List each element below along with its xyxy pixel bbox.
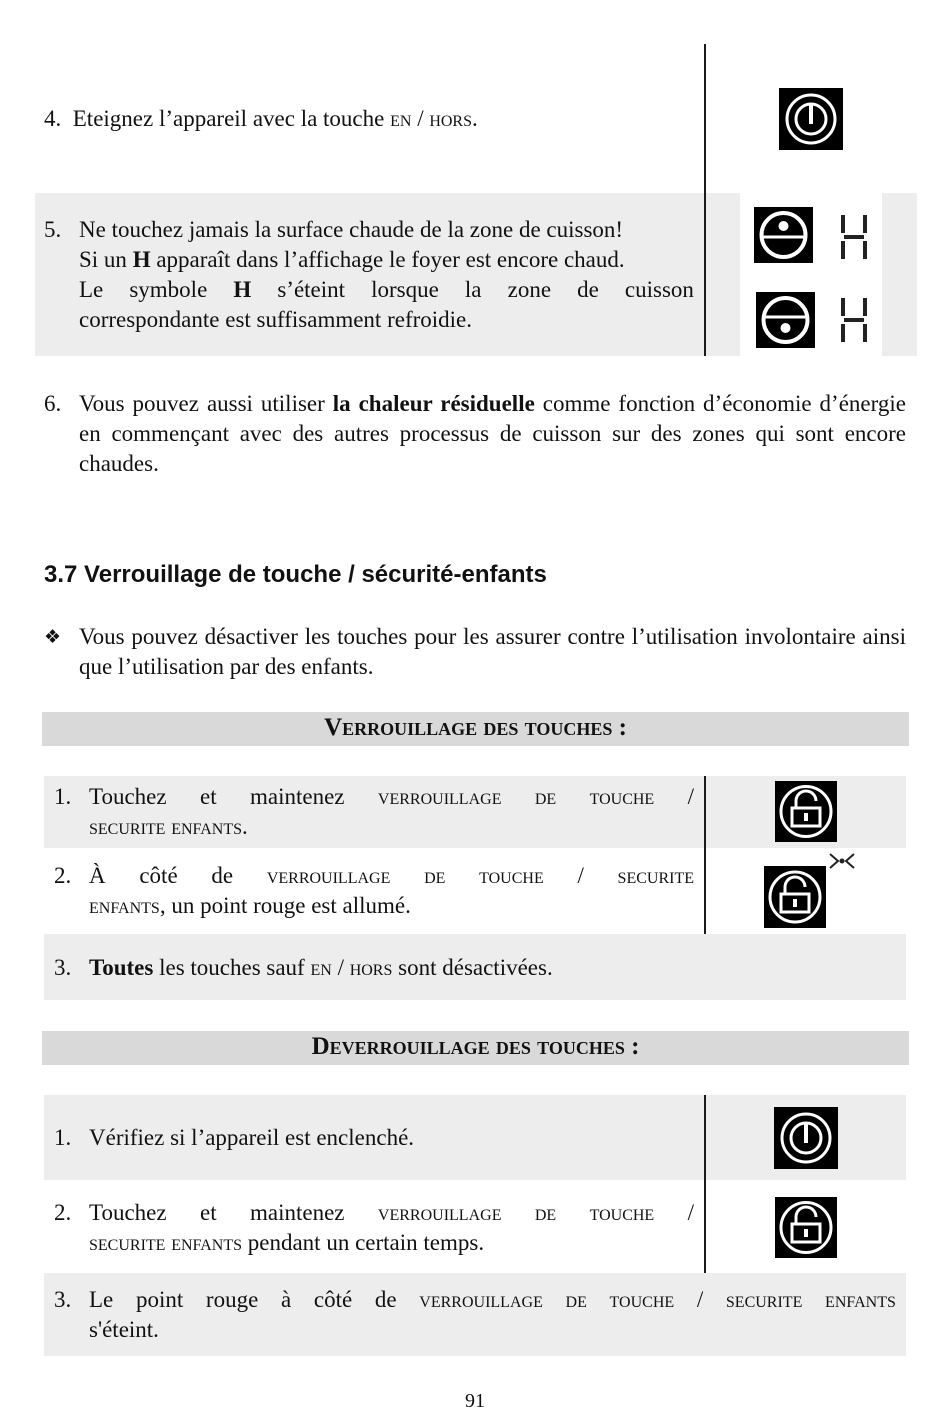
hob-zone-top-icon [754, 207, 813, 263]
page-number: 91 [465, 1390, 485, 1412]
lock-icon [775, 781, 837, 842]
text-line: enfants, un point rouge est allumé. [89, 893, 411, 918]
text-line: À côté de verrouillage de touche / securite [89, 863, 694, 888]
table-divider [704, 776, 706, 934]
step-number: 6. [44, 391, 62, 416]
lock-heading: Verrouillage des touches : [42, 712, 909, 746]
step-number: 2. [54, 1200, 72, 1225]
power-icon [774, 1107, 838, 1169]
text-line: Touchez et maintenez verrouillage de touche / [89, 1200, 694, 1225]
lock-icon [764, 866, 826, 928]
step-number: 2. [54, 863, 72, 888]
step-number: 4. [44, 106, 62, 131]
step-number: 3. [54, 955, 72, 980]
residual-heat-h-display-icon [838, 212, 870, 262]
text-line: s'éteint. [89, 1317, 159, 1342]
text-line: securite enfants. [89, 814, 248, 839]
step-number: 1. [54, 784, 72, 809]
lock-icon [775, 1197, 837, 1258]
power-icon [779, 88, 843, 150]
unlock-heading: Deverrouillage des touches : [42, 1031, 909, 1065]
lock-indicator-led-icon [828, 851, 856, 871]
text-line: Touchez et maintenez verrouillage de touche / [89, 784, 694, 809]
hob-zone-bottom-icon [756, 292, 815, 348]
text-line: Le symbole H s’éteint lorsque la zone de cuisson [79, 277, 694, 302]
table-divider [704, 1095, 706, 1273]
section-title: 3.7 Verrouillage de touche / sécurité-enfants [44, 561, 547, 588]
step-4: 4. Eteignez l’appareil avec la touche en / hors. [44, 106, 478, 131]
text-line: securite enfants pendant un certain temps. [89, 1230, 485, 1255]
text-line: Si un H apparaît dans l’affichage le foyer est encore chaud. [79, 247, 625, 272]
step-number: 1. [54, 1125, 72, 1150]
step-number: 3. [54, 1287, 72, 1312]
step-number: 5. [44, 217, 62, 242]
residual-heat-h-display-icon [838, 295, 870, 345]
table-divider [704, 193, 706, 356]
text-line: Ne touchez jamais la surface chaude de la zone de cuisson! [79, 217, 624, 242]
text-line: Le point rouge à côté de verrouillage de touche / securite enfants [89, 1287, 896, 1312]
diamond-bullet-icon: ❖ [44, 626, 62, 648]
text-line: correspondante est suffisamment refroidie. [79, 307, 472, 332]
